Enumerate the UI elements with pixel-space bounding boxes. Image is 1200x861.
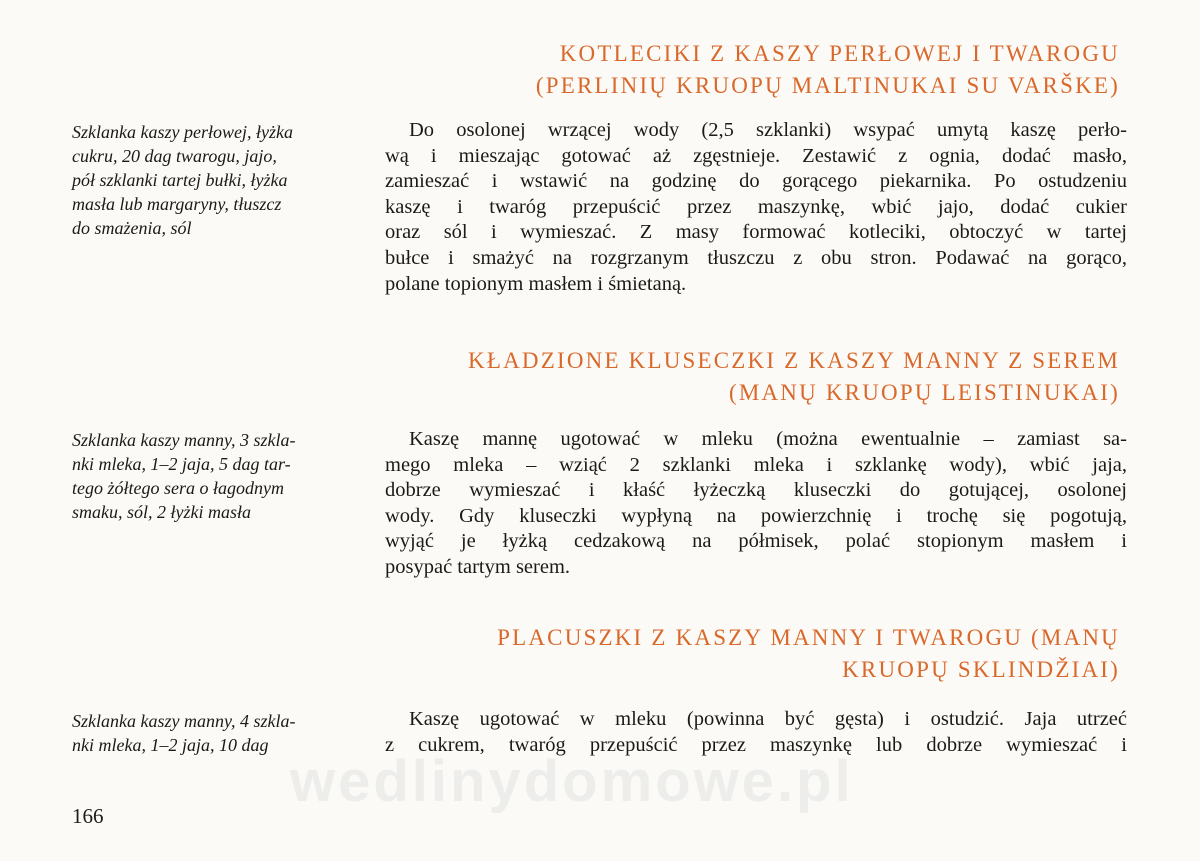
recipe-title-line: (MANŲ KRUOPŲ LEISTINUKAI): [728, 380, 1120, 405]
recipe-method: [385, 118, 1127, 297]
recipe-title-line: (PERLINIŲ KRUOPŲ MALTINUKAI SU VARŠKE): [535, 73, 1120, 98]
ingredients-list: [72, 428, 362, 524]
ingredients-line: do smażenia, sól: [72, 218, 192, 238]
recipe-title-line: KŁADZIONE KLUSECZKI Z KASZY MANNY Z SEREM: [468, 348, 1120, 373]
ingredients-line: nki mleka, 1–2 jaja, 10 dag: [72, 735, 269, 755]
recipe-title: [536, 38, 1120, 102]
recipe-title: [497, 622, 1120, 686]
method-line: dobrze wymieszać i kłaść łyżeczką kluseczki do gotującej, osolonej: [385, 479, 1127, 502]
page-number: 166: [72, 804, 104, 828]
recipe-title-line: KRUOPŲ SKLINDŽIAI): [842, 657, 1120, 682]
ingredients-line: masła lub margaryny, tłuszcz: [72, 194, 282, 214]
method-line: zamieszać i wstawić na godzinę do gorącego piekarnika. Po ostudzeniu: [385, 170, 1127, 193]
ingredients-line: cukru, 20 dag twarogu, jajo,: [72, 146, 277, 166]
ingredients-line: tego żółtego sera o łagodnym: [72, 478, 284, 498]
method-line: mego mleka – wziąć 2 szklanki mleka i szklankę wody), wbić jaja,: [385, 453, 1127, 476]
method-line: z cukrem, twaróg przepuścić przez maszynkę lub dobrze wymieszać i: [385, 733, 1127, 756]
method-line: Do osolonej wrzącej wody (2,5 szklanki) wsypać umytą kaszę perło-: [409, 119, 1127, 141]
method-line: posypać tartym serem.: [385, 555, 571, 578]
ingredients-line: pół szklanki tartej bułki, łyżka: [72, 170, 288, 190]
recipe-title-line: PLACUSZKI Z KASZY MANNY I TWAROGU (MANŲ: [497, 625, 1120, 650]
recipe-method: [385, 427, 1127, 581]
watermark: wedlinydomowe.pl: [290, 749, 854, 814]
method-line: kaszę i twaróg przepuścić przez maszynkę, wbić jajo, dodać cukier: [385, 195, 1127, 218]
method-line: bułce i smażyć na rozgrzanym tłuszczu z obu stron. Podawać na gorąco,: [385, 246, 1127, 269]
method-line: polane topionym masłem i śmietaną.: [385, 272, 687, 295]
method-line: wyjąć je łyżką cedzakową na półmisek, polać stopionym masłem i: [385, 530, 1127, 553]
ingredients-list: [72, 120, 362, 240]
method-line: wą i mieszając gotować aż zgęstnieje. Zestawić z ognia, dodać masło,: [385, 144, 1127, 167]
recipe-title: [468, 345, 1120, 409]
ingredients-line: Szklanka kaszy perłowej, łyżka: [72, 122, 293, 142]
recipe-title-line: KOTLECIKI Z KASZY PERŁOWEJ I TWAROGU: [559, 41, 1120, 66]
ingredients-line: Szklanka kaszy manny, 4 szkla-: [72, 711, 296, 731]
ingredients-line: smaku, sól, 2 łyżki masła: [72, 502, 251, 522]
ingredients-line: nki mleka, 1–2 jaja, 5 dag tar-: [72, 454, 291, 474]
method-line: oraz sól i wymieszać. Z masy formować kotleciki, obtoczyć w tartej: [385, 221, 1127, 244]
method-line: Kaszę ugotować w mleku (powinna być gęsta) i ostudzić. Jaja utrzeć: [409, 708, 1127, 730]
method-line: Kaszę mannę ugotować w mleku (można ewentualnie – zamiast sa-: [409, 428, 1127, 450]
method-line: wody. Gdy kluseczki wypłyną na powierzchnię i trochę się pogotują,: [385, 504, 1127, 527]
ingredients-line: Szklanka kaszy manny, 3 szkla-: [72, 430, 296, 450]
